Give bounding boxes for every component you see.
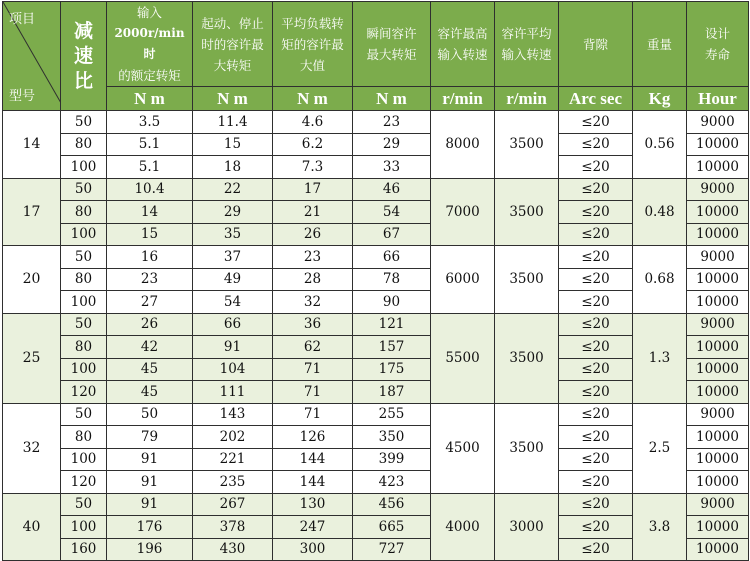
backlash-cell: ≤20 [559,336,633,359]
instant-torque-cell: 54 [353,201,431,224]
col-design-life [687,2,749,87]
rated-torque-cell: 91 [107,493,193,516]
ratio-cell: 100 [61,448,107,471]
header-line: 起动、停止 [201,15,264,31]
rated-torque-cell: 16 [107,246,193,269]
col-startstop-torque [193,2,273,87]
col-backlash [559,2,633,87]
max-speed-cell: 5500 [431,313,495,403]
header-line: 重量 [646,36,672,52]
avg-load-torque-cell: 26 [273,223,353,246]
avg-load-torque-cell: 144 [273,471,353,494]
instant-torque-cell: 67 [353,223,431,246]
avg-load-torque-cell: 17 [273,178,353,201]
header-line: 容许平均 [501,26,552,41]
startstop-torque-cell: 37 [193,246,273,269]
header-line: 大值 [299,57,325,73]
rated-torque-cell: 50 [107,403,193,426]
col-max-input-speed [431,2,495,87]
avg-load-torque-cell: 6.2 [273,133,353,156]
life-cell: 9000 [687,313,749,336]
backlash-cell: ≤20 [559,516,633,539]
life-cell: 10000 [687,291,749,314]
weight-cell: 0.56 [633,111,687,179]
table-row [3,178,749,201]
ratio-cell: 120 [61,381,107,404]
startstop-torque-cell: 235 [193,471,273,494]
avg-load-torque-cell: 4.6 [273,111,353,134]
avg-load-torque-cell: 71 [273,358,353,381]
weight-cell: 2.5 [633,403,687,493]
life-cell: 9000 [687,246,749,269]
ratio-char-1: 减 [73,19,93,42]
rated-torque-cell: 45 [107,381,193,404]
header-line: 时的容许最 [201,36,264,52]
backlash-cell: ≤20 [559,538,633,561]
header-line: 设计 [704,26,730,41]
avg-speed-cell: 3500 [495,111,559,179]
ratio-cell: 160 [61,538,107,561]
col-weight [633,2,687,87]
rated-torque-cell: 23 [107,268,193,291]
backlash-cell: ≤20 [559,111,633,134]
startstop-torque-cell: 91 [193,336,273,359]
life-cell: 10000 [687,133,749,156]
table-row [3,313,749,336]
ratio-cell: 80 [61,268,107,291]
table-header [3,2,749,111]
avg-load-torque-cell: 7.3 [273,156,353,179]
life-cell: 10000 [687,156,749,179]
weight-cell: 1.3 [633,313,687,403]
rated-torque-cell: 14 [107,201,193,224]
unit-label: Hour [687,87,749,111]
instant-torque-cell: 350 [353,426,431,449]
spec-table [2,1,749,561]
max-speed-cell: 4000 [431,493,495,561]
backlash-cell: ≤20 [559,358,633,381]
header-line: 输入 [136,5,162,20]
startstop-torque-cell: 15 [193,133,273,156]
col-rated-torque [107,2,193,87]
life-cell: 9000 [687,403,749,426]
rated-torque-cell: 5.1 [107,156,193,179]
ratio-cell: 50 [61,178,107,201]
max-speed-cell: 7000 [431,178,495,246]
backlash-cell: ≤20 [559,403,633,426]
rated-torque-cell: 91 [107,471,193,494]
startstop-torque-cell: 143 [193,403,273,426]
ratio-char-2: 速 [73,44,93,67]
startstop-torque-cell: 267 [193,493,273,516]
instant-torque-cell: 90 [353,291,431,314]
rated-torque-cell: 45 [107,358,193,381]
instant-torque-cell: 399 [353,448,431,471]
instant-torque-cell: 29 [353,133,431,156]
avg-load-torque-cell: 62 [273,336,353,359]
rated-torque-cell: 10.4 [107,178,193,201]
model-cell: 14 [3,111,61,179]
backlash-cell: ≤20 [559,291,633,314]
unit-label: N m [353,87,431,111]
life-cell: 9000 [687,493,749,516]
rated-torque-cell: 79 [107,426,193,449]
avg-load-torque-cell: 71 [273,403,353,426]
rated-torque-cell: 26 [107,313,193,336]
header-line: 容许最高 [437,26,488,41]
avg-speed-cell: 3000 [495,493,559,561]
model-cell: 25 [3,313,61,403]
ratio-cell: 50 [61,313,107,336]
header-line: 的额定转矩 [118,68,181,83]
startstop-torque-cell: 111 [193,381,273,404]
backlash-cell: ≤20 [559,201,633,224]
rated-torque-cell: 196 [107,538,193,561]
life-cell: 10000 [687,223,749,246]
startstop-torque-cell: 49 [193,268,273,291]
ratio-cell: 50 [61,493,107,516]
instant-torque-cell: 665 [353,516,431,539]
header-line: 背隙 [582,36,608,52]
backlash-cell: ≤20 [559,471,633,494]
avg-load-torque-cell: 247 [273,516,353,539]
life-cell: 10000 [687,448,749,471]
backlash-cell: ≤20 [559,268,633,291]
life-cell: 10000 [687,516,749,539]
life-cell: 10000 [687,426,749,449]
ratio-cell: 80 [61,133,107,156]
avg-load-torque-cell: 23 [273,246,353,269]
unit-label: N m [273,87,353,111]
rated-torque-cell: 15 [107,223,193,246]
life-cell: 10000 [687,201,749,224]
backlash-cell: ≤20 [559,448,633,471]
ratio-cell: 80 [61,426,107,449]
avg-speed-cell: 3500 [495,178,559,246]
col-instant-torque [353,2,431,87]
header-line: 2000r/min 时 [114,26,185,61]
header-line: 寿命 [704,47,730,62]
max-speed-cell: 8000 [431,111,495,179]
weight-cell: 0.68 [633,246,687,314]
instant-torque-cell: 46 [353,178,431,201]
ratio-cell: 80 [61,201,107,224]
max-speed-cell: 4500 [431,403,495,493]
backlash-cell: ≤20 [559,246,633,269]
ratio-cell: 100 [61,358,107,381]
avg-load-torque-cell: 144 [273,448,353,471]
startstop-torque-cell: 29 [193,201,273,224]
rated-torque-cell: 27 [107,291,193,314]
avg-speed-cell: 3500 [495,403,559,493]
startstop-torque-cell: 66 [193,313,273,336]
life-cell: 10000 [687,471,749,494]
startstop-torque-cell: 221 [193,448,273,471]
backlash-cell: ≤20 [559,156,633,179]
startstop-torque-cell: 104 [193,358,273,381]
ratio-char-3: 比 [73,69,93,92]
startstop-torque-cell: 11.4 [193,111,273,134]
life-cell: 9000 [687,178,749,201]
table-row [3,111,749,134]
ratio-cell: 100 [61,516,107,539]
instant-torque-cell: 23 [353,111,431,134]
instant-torque-cell: 175 [353,358,431,381]
unit-label: N m [107,87,193,111]
table-row [3,403,749,426]
instant-torque-cell: 727 [353,538,431,561]
col-avg-load-torque [273,2,353,87]
startstop-torque-cell: 54 [193,291,273,314]
startstop-torque-cell: 22 [193,178,273,201]
instant-torque-cell: 33 [353,156,431,179]
header-line: 输入转速 [501,47,552,62]
backlash-cell: ≤20 [559,313,633,336]
life-cell: 10000 [687,538,749,561]
unit-label: r/min [495,87,559,111]
ratio-cell: 80 [61,336,107,359]
instant-torque-cell: 255 [353,403,431,426]
header-line: 平均负载转 [281,15,344,31]
corner-top-label: 项目 [9,12,36,27]
startstop-torque-cell: 18 [193,156,273,179]
ratio-cell: 50 [61,111,107,134]
rated-torque-cell: 91 [107,448,193,471]
backlash-cell: ≤20 [559,426,633,449]
table-row [3,493,749,516]
ratio-cell: 50 [61,403,107,426]
avg-load-torque-cell: 126 [273,426,353,449]
avg-speed-cell: 3500 [495,313,559,403]
backlash-cell: ≤20 [559,381,633,404]
life-cell: 10000 [687,268,749,291]
instant-torque-cell: 121 [353,313,431,336]
unit-label: Arc sec [559,87,633,111]
table-row [3,246,749,269]
avg-load-torque-cell: 130 [273,493,353,516]
rated-torque-cell: 176 [107,516,193,539]
avg-load-torque-cell: 36 [273,313,353,336]
avg-load-torque-cell: 71 [273,381,353,404]
life-cell: 10000 [687,336,749,359]
instant-torque-cell: 157 [353,336,431,359]
instant-torque-cell: 456 [353,493,431,516]
instant-torque-cell: 78 [353,268,431,291]
ratio-cell: 120 [61,471,107,494]
header-line: 瞬间容许 [366,26,417,41]
instant-torque-cell: 66 [353,246,431,269]
backlash-cell: ≤20 [559,223,633,246]
unit-label: r/min [431,87,495,111]
instant-torque-cell: 187 [353,381,431,404]
ratio-cell: 100 [61,156,107,179]
weight-cell: 0.48 [633,178,687,246]
unit-label: Kg [633,87,687,111]
startstop-torque-cell: 430 [193,538,273,561]
backlash-cell: ≤20 [559,493,633,516]
avg-load-torque-cell: 300 [273,538,353,561]
life-cell: 10000 [687,358,749,381]
avg-load-torque-cell: 28 [273,268,353,291]
rated-torque-cell: 3.5 [107,111,193,134]
startstop-torque-cell: 202 [193,426,273,449]
life-cell: 10000 [687,381,749,404]
rated-torque-cell: 42 [107,336,193,359]
unit-label: N m [193,87,273,111]
table-body [3,111,749,561]
avg-load-torque-cell: 32 [273,291,353,314]
ratio-cell: 100 [61,291,107,314]
model-cell: 20 [3,246,61,314]
rated-torque-cell: 5.1 [107,133,193,156]
header-line: 最大转矩 [366,47,417,62]
startstop-torque-cell: 35 [193,223,273,246]
model-cell: 40 [3,493,61,561]
header-line: 矩的容许最 [281,36,344,52]
weight-cell: 3.8 [633,493,687,561]
avg-speed-cell: 3500 [495,246,559,314]
corner-bottom-label: 型号 [9,89,36,104]
ratio-header [61,2,107,111]
corner-header [3,2,61,111]
col-avg-input-speed [495,2,559,87]
model-cell: 32 [3,403,61,493]
life-cell: 9000 [687,111,749,134]
backlash-cell: ≤20 [559,178,633,201]
instant-torque-cell: 423 [353,471,431,494]
header-line: 输入转速 [437,47,488,62]
ratio-cell: 100 [61,223,107,246]
backlash-cell: ≤20 [559,133,633,156]
max-speed-cell: 6000 [431,246,495,314]
ratio-cell: 50 [61,246,107,269]
model-cell: 17 [3,178,61,246]
avg-load-torque-cell: 21 [273,201,353,224]
startstop-torque-cell: 378 [193,516,273,539]
header-line: 大转矩 [213,57,252,73]
